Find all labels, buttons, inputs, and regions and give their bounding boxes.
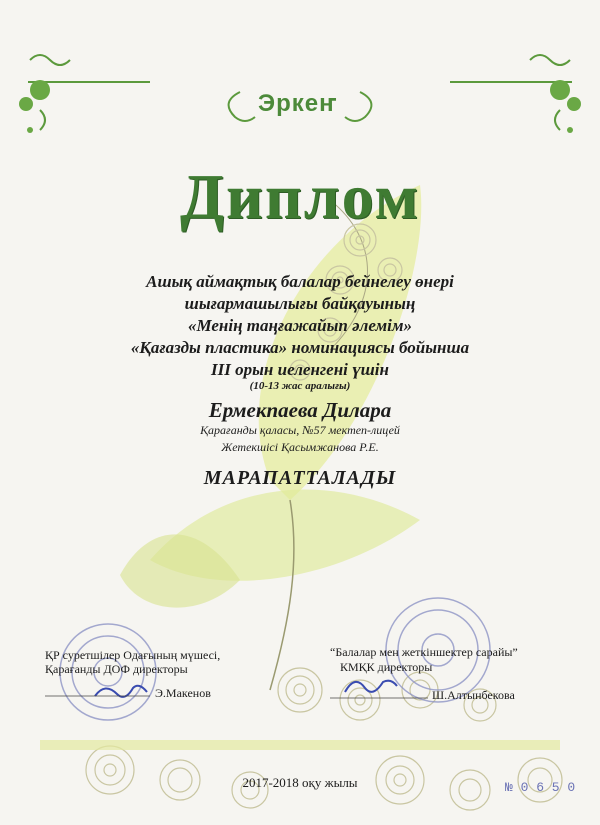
left-org-line-1: ҚР суретшілер Одағының мүшесі,: [45, 648, 221, 662]
age-range: (10-13 жас аралығы): [249, 380, 351, 392]
award-text: МАРАПАТТАЛАДЫ: [203, 467, 397, 489]
serial-number: № 0 6 5 0: [505, 780, 576, 795]
page-title: Диплом: [179, 161, 421, 232]
body-line-3: «Менің таңғажайып әлемім»: [187, 316, 413, 335]
top-right-ornament: [450, 55, 581, 133]
left-org-line-2: Қарағанды ДОФ директоры: [45, 662, 188, 676]
body-line-2: шығармашылығы байқауының: [184, 294, 416, 313]
right-signer-name: Ш.Алтынбекова: [432, 688, 515, 702]
left-signer-name: Э.Макенов: [155, 686, 211, 700]
teacher-line: Жетекшісі Қасымжанова Р.Е.: [221, 440, 379, 454]
body-line-4: «Қағазды пластика» номинациясы бойынша: [130, 338, 470, 357]
bottom-band: [40, 740, 560, 750]
recipient-name: Ермекпаева Дилара: [208, 398, 392, 422]
academic-year: 2017-2018 оқу жылы: [242, 775, 358, 790]
right-org-line-1: “Балалар мен жеткіншектер сарайы”: [330, 645, 518, 659]
erken-logo: Эркеҥ: [258, 90, 338, 117]
school-line: Қарағанды қаласы, №57 мектеп-лицей: [200, 423, 400, 437]
body-line-1: Ашық аймақтық балалар бейнелеу өнері: [146, 272, 454, 291]
body-line-5: III орын иеленгені үшін: [211, 360, 389, 379]
top-left-ornament: [19, 55, 150, 133]
right-org-line-2: КМҚК директоры: [340, 660, 433, 674]
